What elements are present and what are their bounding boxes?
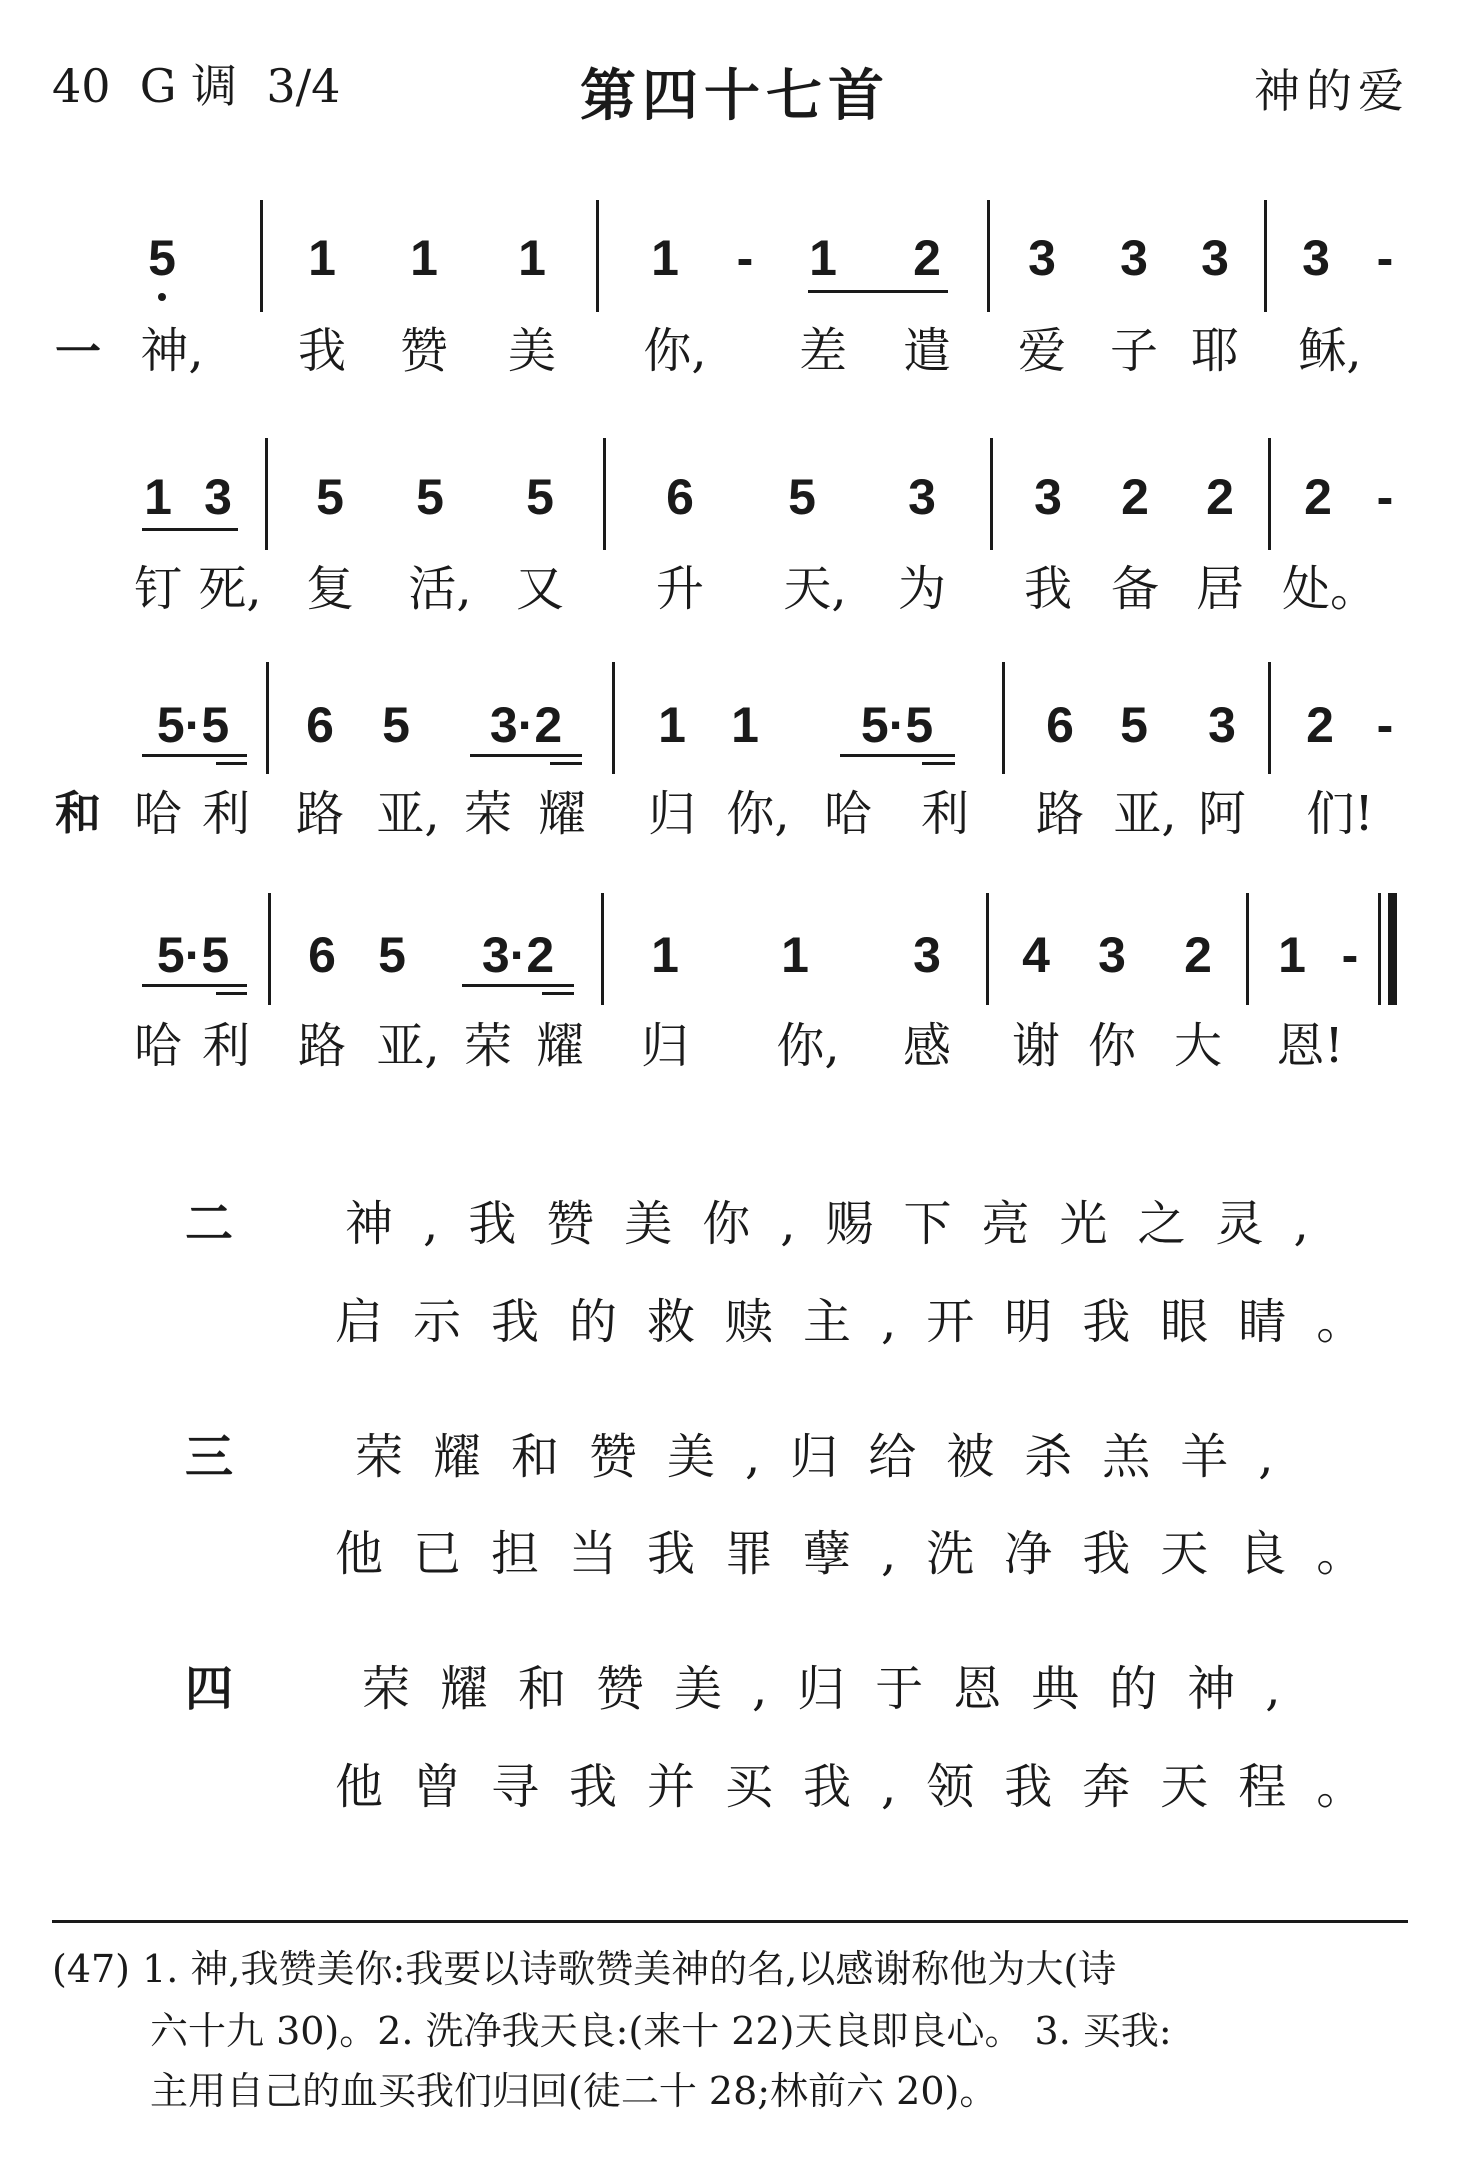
sixteenth-underline [922, 762, 955, 765]
lyric: 路 [297, 1018, 347, 1074]
barline [986, 893, 989, 1005]
note: 5 [416, 469, 444, 525]
verse-text: 他曾寻我并买我,领我奔天程。 [335, 1759, 1395, 1815]
lyric: 为 [897, 561, 947, 617]
note: 3 [1028, 230, 1056, 286]
lyric: 钉 [133, 561, 183, 617]
note: 1 [308, 230, 336, 286]
dash: - [1376, 230, 1394, 286]
lyric: 亚, [1113, 786, 1177, 842]
dash: - [1376, 697, 1394, 753]
verse-label: 三 [185, 1429, 234, 1485]
lyric: 复 [305, 561, 355, 617]
verse-label: 一 [55, 325, 101, 379]
note: 3 [1208, 697, 1236, 753]
note: 3 [204, 469, 232, 525]
lyric: 升 [655, 561, 705, 617]
note: 2 [1121, 469, 1149, 525]
lyric: 美 [507, 323, 557, 379]
lyric: 居 [1195, 561, 1245, 617]
note: 1 [731, 697, 759, 753]
note: 5 [788, 469, 816, 525]
lyric: 荣 [463, 786, 513, 842]
note: 6 [308, 927, 336, 983]
lyric: 备 [1110, 561, 1160, 617]
note: 3 [913, 927, 941, 983]
note: 5 [1120, 697, 1148, 753]
note: 1 [651, 230, 679, 286]
sixteenth-underline [216, 992, 247, 995]
lyric: 赞 [399, 323, 449, 379]
lyric: 你, [726, 786, 790, 842]
barline [1268, 438, 1271, 550]
note: 1 [658, 697, 686, 753]
note: 6 [666, 469, 694, 525]
note: 5 [526, 469, 554, 525]
lyric: 你, [643, 323, 707, 379]
lyric: 归 [647, 786, 697, 842]
lyric: 亚, [376, 786, 440, 842]
note: 1 [1278, 927, 1306, 983]
note: 3 [908, 469, 936, 525]
lyric: 大 [1173, 1018, 1223, 1074]
lyric: 利 [201, 1018, 251, 1074]
footnote-divider [52, 1920, 1408, 1923]
note: 1 [809, 230, 837, 286]
footnote-line: 主用自己的血买我们归回(徒二十 28;林前六 20)。 [150, 2069, 998, 2113]
note: 1 [410, 230, 438, 286]
lyric: 利 [920, 786, 970, 842]
final-barline-thin [1378, 893, 1381, 1005]
hymn-category: 神的爱 [1254, 64, 1410, 118]
final-barline-thick [1388, 893, 1397, 1005]
lyric: 我 [1023, 561, 1073, 617]
lyric: 感 [902, 1018, 952, 1074]
note: 1 [144, 469, 172, 525]
verse-text: 荣耀和赞美,归给被杀羔羊, [355, 1429, 1304, 1485]
lyric: 路 [295, 786, 345, 842]
eighth-underline [142, 528, 238, 531]
note: 5·5 [860, 697, 934, 753]
lyric: 谢 [1011, 1018, 1061, 1074]
note: 2 [1306, 697, 1334, 753]
lyric: 子 [1109, 323, 1159, 379]
note: 6 [1046, 697, 1074, 753]
lyric: 你, [776, 1018, 840, 1074]
barline [1002, 662, 1005, 774]
note: 5·5 [156, 697, 230, 753]
note: 2 [1206, 469, 1234, 525]
footnote-line: (47) 1. 神,我赞美你:我要以诗歌赞美神的名,以感谢称他为大(诗 [52, 1947, 1117, 1991]
lyric: 恩! [1276, 1018, 1344, 1074]
barline [990, 438, 993, 550]
lyric: 遣 [902, 323, 952, 379]
lyric: 归 [640, 1018, 690, 1074]
eighth-underline [142, 754, 247, 757]
lyric: 路 [1035, 786, 1085, 842]
verse-text: 荣耀和赞美,归于恩典的神, [362, 1661, 1311, 1717]
lyric: 死, [198, 561, 262, 617]
barline [266, 662, 269, 774]
lyric: 处。 [1281, 561, 1379, 617]
verse-label: 四 [185, 1661, 234, 1717]
hymn-title: 第四十七首 [580, 64, 890, 129]
footnote-line: 六十九 30)。2. 洗净我天良:(来十 22)天良即良心。 3. 买我: [150, 2009, 1172, 2053]
note: 3 [1201, 230, 1229, 286]
note: 5 [382, 697, 410, 753]
dash: - [1376, 469, 1394, 525]
lyric: 稣, [1298, 323, 1362, 379]
note: 3 [1302, 230, 1330, 286]
lyric: 哈 [133, 1018, 183, 1074]
lyric: 爱 [1017, 323, 1067, 379]
dash: - [1341, 927, 1359, 983]
barline [268, 893, 271, 1005]
note: 6 [306, 697, 334, 753]
lyric: 你 [1087, 1018, 1137, 1074]
lyric: 们! [1306, 786, 1374, 842]
eighth-underline [840, 754, 955, 757]
verse-text: 神,我赞美你,赐下亮光之灵, [345, 1196, 1339, 1252]
barline [260, 200, 263, 312]
barline [612, 662, 615, 774]
dash: - [736, 230, 754, 286]
hymn-number-key-time: 40 G 调 3/4 [52, 59, 341, 113]
note: 4 [1022, 927, 1050, 983]
lyric: 差 [798, 323, 848, 379]
barline [596, 200, 599, 312]
eighth-underline [808, 290, 948, 293]
eighth-underline [142, 984, 247, 987]
barline [1246, 893, 1249, 1005]
note: 5 [316, 469, 344, 525]
lyric: 亚, [376, 1018, 440, 1074]
barline [1268, 662, 1271, 774]
note: 3 [1034, 469, 1062, 525]
sixteenth-underline [550, 762, 582, 765]
lyric: 哈 [133, 786, 183, 842]
note: 5 [148, 230, 176, 286]
note: 3·2 [489, 697, 563, 753]
barline [601, 893, 604, 1005]
lyric: 又 [515, 561, 565, 617]
barline [987, 200, 990, 312]
lyric: 我 [297, 323, 347, 379]
verse-text: 启示我的救赎主,开明我眼睛。 [335, 1294, 1395, 1350]
barline [265, 438, 268, 550]
note: 2 [1304, 469, 1332, 525]
lyric: 耶 [1190, 323, 1240, 379]
barline [603, 438, 606, 550]
eighth-underline [462, 984, 574, 987]
note: 3 [1098, 927, 1126, 983]
lyric: 神, [140, 323, 204, 379]
note: 1 [781, 927, 809, 983]
lyric: 阿 [1197, 786, 1247, 842]
note: 3 [1120, 230, 1148, 286]
note: 2 [1184, 927, 1212, 983]
lyric: 天, [783, 561, 847, 617]
sixteenth-underline [542, 992, 574, 995]
verse-text: 他已担当我罪孽,洗净我天良。 [335, 1526, 1395, 1582]
lyric: 耀 [535, 1018, 585, 1074]
sixteenth-underline [216, 762, 247, 765]
note: 1 [518, 230, 546, 286]
verse-label: 二 [185, 1196, 234, 1252]
note: 5·5 [156, 927, 230, 983]
lyric: 活, [408, 561, 472, 617]
lyric: 哈 [823, 786, 873, 842]
note: 5 [378, 927, 406, 983]
lyric: 荣 [463, 1018, 513, 1074]
lyric: 利 [201, 786, 251, 842]
chorus-label: 和 [55, 786, 101, 840]
note: 2 [913, 230, 941, 286]
barline [1264, 200, 1267, 312]
low-octave-dot [158, 293, 166, 301]
lyric: 耀 [537, 786, 587, 842]
note: 1 [651, 927, 679, 983]
note: 3·2 [481, 927, 555, 983]
eighth-underline [470, 754, 582, 757]
